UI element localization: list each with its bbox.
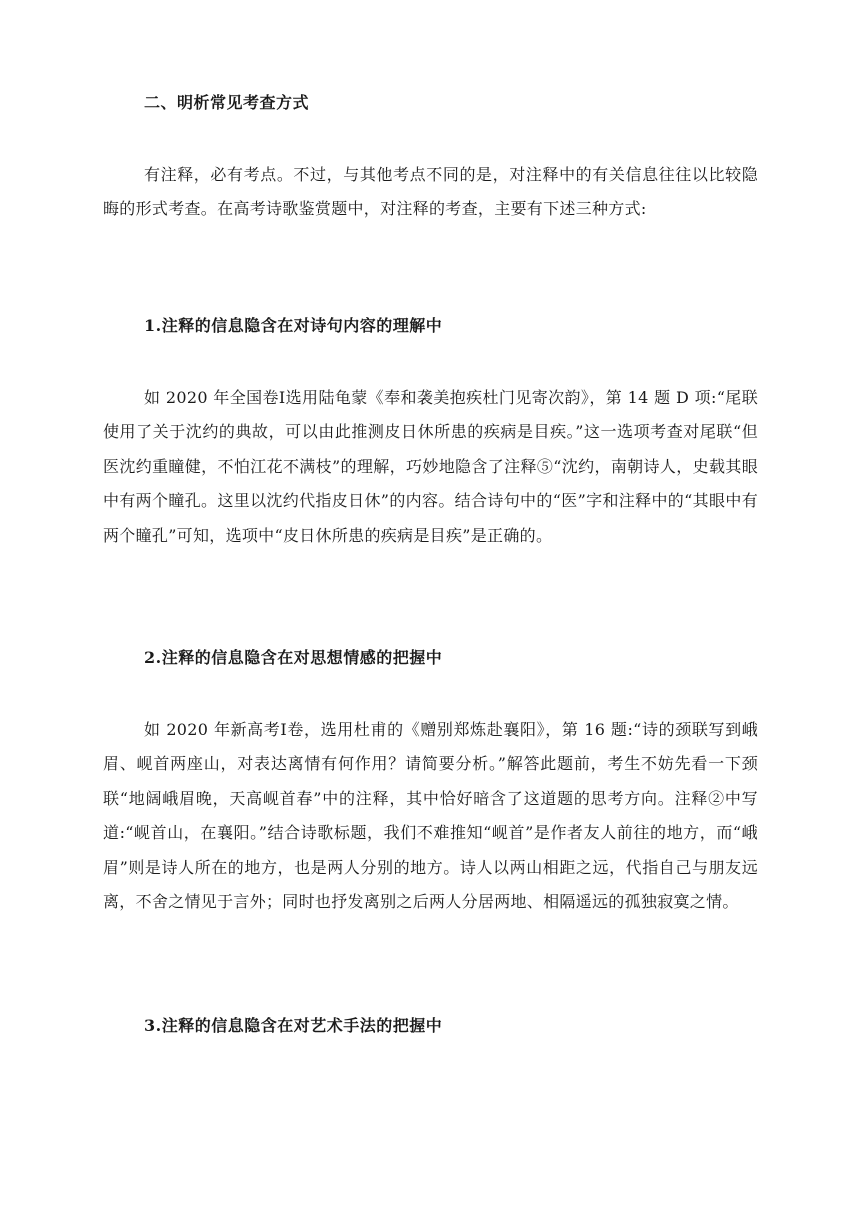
section-title: 二、明析常见考查方式 (144, 93, 310, 112)
intro-paragraph: 有注释，必有考点。不过，与其他考点不同的是，对注释中的有关信息往往以比较隐晦的形式考查。在高考诗歌鉴赏题中，对注释的考查，主要有下述三种方式: (103, 165, 758, 219)
subsection-2-heading: 2.注释的信息隐含在对思想情感的把握中 (144, 648, 443, 667)
subsection-3-heading: 3.注释的信息隐含在对艺术手法的把握中 (144, 1016, 443, 1035)
subsection-1-paragraph: 如 2020 年全国卷Ⅰ选用陆龟蒙《奉和袭美抱疾杜门见寄次韵》，第 14 题 D 项:“尾联使用了关于沈约的典故，可以由此推测皮日休所患的疾病是目疾。”这一选项考查对尾联“但医沈约重瞳健，不怕江花不满枝”的理解，巧妙地隐含了注释⑤“沈约，南朝诗人，史载其眼中有两个瞳孔。这里以沈约代指皮日休”的内容。结合诗句中的“医”字和注释中的“其眼中有两个瞳孔”可知，选项中“皮日休所患的疾病是目疾”是正确的。 (103, 388, 758, 545)
subsection-2-paragraph: 如 2020 年新高考Ⅰ卷，选用杜甫的《赠别郑炼赴襄阳》，第 16 题:“诗的颈联写到峨眉、岘首两座山，对表达离情有何作用？请简要分析。”解答此题前，考生不妨先看一下颈联“地阔峨眉晚，天高岘首春”中的注释，其中恰好暗含了这道题的思考方向。注释②中写道:“岘首山，在襄阳。”结合诗歌标题，我们不难推知“岘首”是作者友人前往的地方，而“峨眉”则是诗人所在的地方，也是两人分别的地方。诗人以两山相距之远，代指自己与朋友远离，不舍之情见于言外；同时也抒发离别之后两人分居两地、相隔遥远的孤独寂寞之情。 (103, 720, 758, 912)
subsection-1-heading: 1.注释的信息隐含在对诗句内容的理解中 (144, 316, 443, 335)
